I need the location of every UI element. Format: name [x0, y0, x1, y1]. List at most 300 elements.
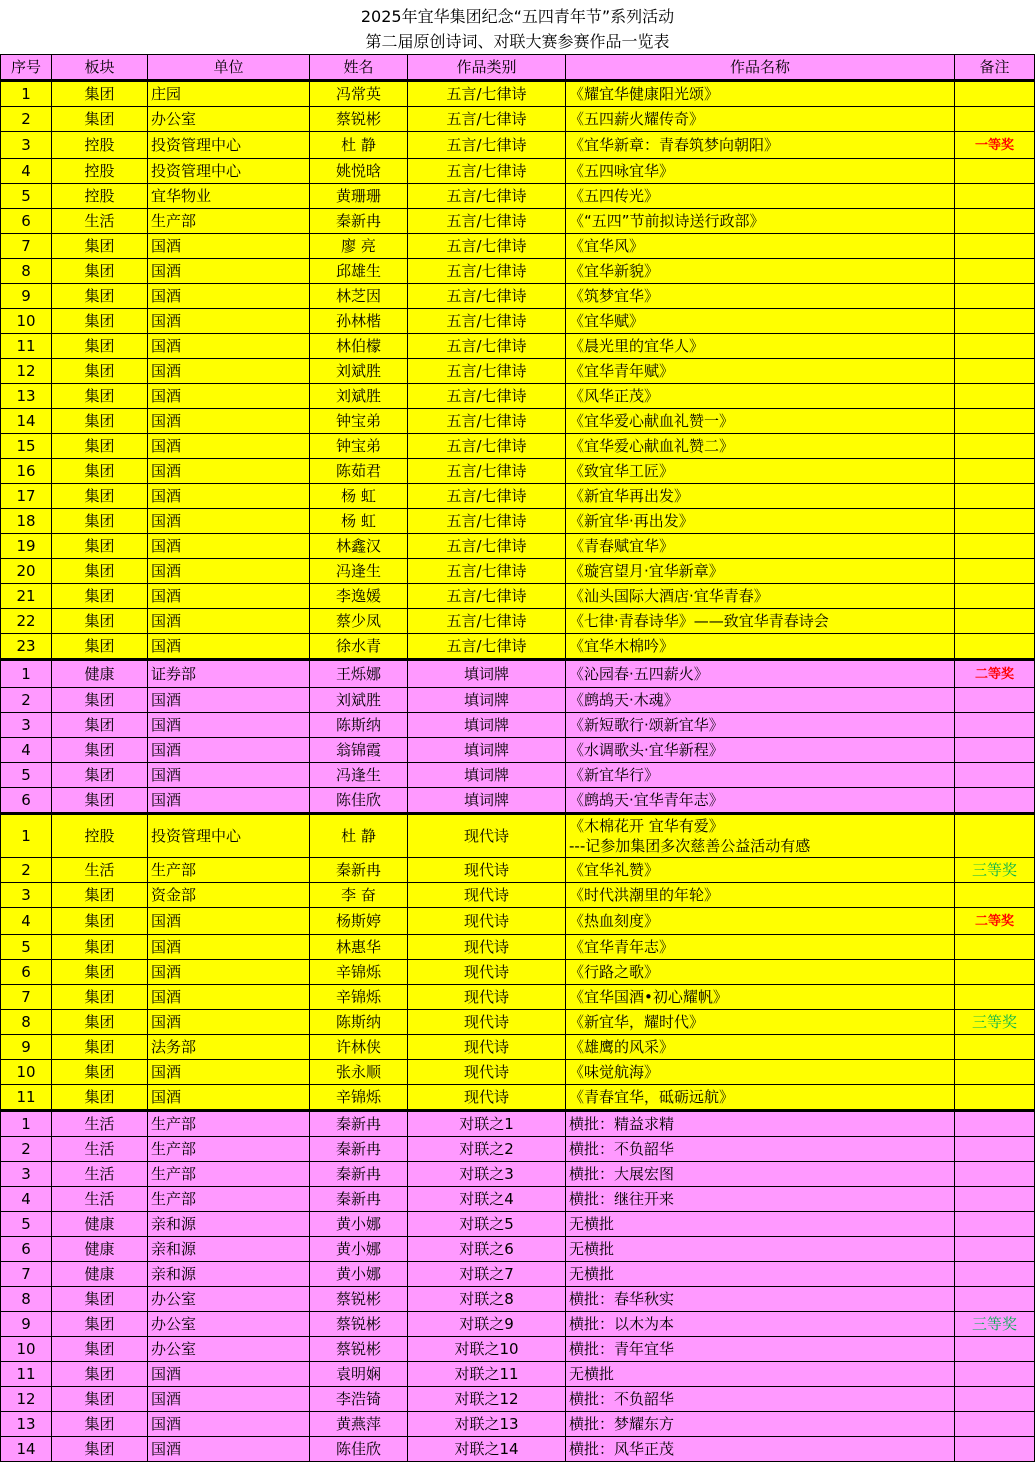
cell-name: 秦新冉	[310, 1137, 408, 1162]
cell-unit: 投资管理中心	[148, 159, 310, 184]
header-category: 作品类别	[408, 55, 566, 81]
cell-block: 集团	[52, 409, 148, 434]
cell-unit: 国酒	[148, 1437, 310, 1462]
cell-note	[955, 1212, 1035, 1237]
cell-block: 集团	[52, 908, 148, 935]
cell-note	[955, 184, 1035, 209]
cell-name: 辛锦烁	[310, 960, 408, 985]
cell-category: 现代诗	[408, 985, 566, 1010]
cell-unit: 生产部	[148, 1162, 310, 1187]
cell-category: 五言/七律诗	[408, 384, 566, 409]
cell-note	[955, 434, 1035, 459]
table-row	[1, 559, 1035, 584]
cell-note	[955, 1237, 1035, 1262]
cell-category: 五言/七律诗	[408, 234, 566, 259]
cell-block: 集团	[52, 634, 148, 660]
table-row	[1, 107, 1035, 132]
cell-name: 冯逢生	[310, 763, 408, 788]
cell-block: 集团	[52, 1387, 148, 1412]
cell-block: 集团	[52, 334, 148, 359]
cell-no: 12	[1, 1387, 52, 1412]
table-row	[1, 1137, 1035, 1162]
table-row	[1, 1085, 1035, 1111]
cell-note	[955, 409, 1035, 434]
table-row	[1, 359, 1035, 384]
cell-no: 13	[1, 384, 52, 409]
cell-work-title: 《宜华礼赞》	[566, 858, 955, 883]
cell-name: 秦新冉	[310, 1111, 408, 1137]
cell-block: 集团	[52, 1085, 148, 1111]
cell-unit: 庄园	[148, 81, 310, 107]
cell-name: 林伯檬	[310, 334, 408, 359]
cell-unit: 办公室	[148, 1337, 310, 1362]
cell-block: 集团	[52, 434, 148, 459]
cell-category: 对联之1	[408, 1111, 566, 1137]
header-row	[1, 55, 1035, 81]
cell-no: 3	[1, 713, 52, 738]
cell-name: 秦新冉	[310, 1162, 408, 1187]
cell-name: 辛锦烁	[310, 985, 408, 1010]
table-row	[1, 1060, 1035, 1085]
cell-category: 对联之12	[408, 1387, 566, 1412]
cell-name: 刘斌胜	[310, 688, 408, 713]
cell-name: 秦新冉	[310, 1187, 408, 1212]
cell-note	[955, 858, 1035, 883]
cell-no: 2	[1, 688, 52, 713]
cell-category: 五言/七律诗	[408, 184, 566, 209]
table-row	[1, 409, 1035, 434]
cell-name: 陈茹君	[310, 459, 408, 484]
cell-no: 3	[1, 883, 52, 908]
cell-unit: 国酒	[148, 459, 310, 484]
table-row	[1, 660, 1035, 688]
cell-note	[955, 334, 1035, 359]
table-row	[1, 858, 1035, 883]
cell-category: 五言/七律诗	[408, 159, 566, 184]
cell-name: 秦新冉	[310, 209, 408, 234]
cell-block: 集团	[52, 81, 148, 107]
cell-note	[955, 384, 1035, 409]
cell-category: 填词牌	[408, 713, 566, 738]
cell-category: 填词牌	[408, 788, 566, 814]
entries-table	[0, 54, 1035, 1462]
cell-name: 袁明娴	[310, 1362, 408, 1387]
cell-unit: 投资管理中心	[148, 814, 310, 858]
table-row	[1, 184, 1035, 209]
cell-name: 李 奋	[310, 883, 408, 908]
cell-name: 翁锦霞	[310, 738, 408, 763]
cell-block: 集团	[52, 484, 148, 509]
table-row	[1, 908, 1035, 935]
cell-category: 对联之9	[408, 1312, 566, 1337]
cell-category: 五言/七律诗	[408, 634, 566, 660]
cell-category: 五言/七律诗	[408, 81, 566, 107]
cell-block: 集团	[52, 1010, 148, 1035]
cell-unit: 国酒	[148, 559, 310, 584]
cell-block: 集团	[52, 688, 148, 713]
cell-note	[955, 1287, 1035, 1312]
cell-no: 23	[1, 634, 52, 660]
cell-block: 集团	[52, 534, 148, 559]
cell-block: 集团	[52, 960, 148, 985]
cell-category: 五言/七律诗	[408, 107, 566, 132]
cell-category: 五言/七律诗	[408, 309, 566, 334]
cell-name: 陈佳欣	[310, 788, 408, 814]
cell-name: 秦新冉	[310, 858, 408, 883]
cell-category: 五言/七律诗	[408, 509, 566, 534]
award-badge: 三等奖	[971, 861, 1017, 879]
cell-note	[955, 883, 1035, 908]
cell-category: 对联之7	[408, 1262, 566, 1287]
cell-note	[955, 1262, 1035, 1287]
cell-no: 1	[1, 660, 52, 688]
cell-block: 集团	[52, 384, 148, 409]
cell-unit: 国酒	[148, 1387, 310, 1412]
table-row	[1, 1387, 1035, 1412]
cell-no: 2	[1, 107, 52, 132]
cell-note	[955, 132, 1035, 159]
cell-unit: 生产部	[148, 209, 310, 234]
cell-work-title: 无横批	[566, 1237, 955, 1262]
cell-work-title: 《宜华木棉吟》	[566, 634, 955, 660]
cell-note	[955, 159, 1035, 184]
cell-block: 集团	[52, 1287, 148, 1312]
cell-unit: 投资管理中心	[148, 132, 310, 159]
cell-note	[955, 960, 1035, 985]
table-row	[1, 509, 1035, 534]
table-row	[1, 883, 1035, 908]
cell-work-title: 无横批	[566, 1362, 955, 1387]
cell-category: 填词牌	[408, 738, 566, 763]
cell-category: 对联之13	[408, 1412, 566, 1437]
table-row	[1, 763, 1035, 788]
cell-work-title: 《沁园春·五四薪火》	[566, 660, 955, 688]
cell-work-title: 横批：不负韶华	[566, 1137, 955, 1162]
cell-no: 17	[1, 484, 52, 509]
cell-block: 集团	[52, 1362, 148, 1387]
cell-no: 19	[1, 534, 52, 559]
cell-block: 健康	[52, 1237, 148, 1262]
cell-unit: 国酒	[148, 609, 310, 634]
cell-work-title: 《致宜华工匠》	[566, 459, 955, 484]
cell-name: 刘斌胜	[310, 359, 408, 384]
cell-no: 9	[1, 1035, 52, 1060]
cell-block: 生活	[52, 209, 148, 234]
cell-work-title: 《水调歌头·宜华新程》	[566, 738, 955, 763]
cell-no: 7	[1, 985, 52, 1010]
cell-no: 16	[1, 459, 52, 484]
award-badge: 三等奖	[971, 1013, 1017, 1031]
cell-no: 11	[1, 1085, 52, 1111]
cell-unit: 国酒	[148, 935, 310, 960]
cell-work-title: 横批：大展宏图	[566, 1162, 955, 1187]
cell-no: 9	[1, 1312, 52, 1337]
cell-work-title: 《宜华爱心献血礼赞一》	[566, 409, 955, 434]
cell-work-title: 《五四传光》	[566, 184, 955, 209]
cell-note	[955, 1437, 1035, 1462]
cell-name: 黄小娜	[310, 1262, 408, 1287]
cell-category: 对联之5	[408, 1212, 566, 1237]
table-row	[1, 1035, 1035, 1060]
cell-work-title: 《青春赋宜华》	[566, 534, 955, 559]
table-row	[1, 284, 1035, 309]
cell-work-title: 《汕头国际大酒店·宜华青春》	[566, 584, 955, 609]
cell-name: 蔡锐彬	[310, 107, 408, 132]
cell-block: 集团	[52, 359, 148, 384]
cell-unit: 国酒	[148, 688, 310, 713]
cell-no: 7	[1, 1262, 52, 1287]
cell-work-title: 《宜华青年赋》	[566, 359, 955, 384]
cell-name: 蔡少凤	[310, 609, 408, 634]
award-badge: 一等奖	[974, 138, 1014, 153]
cell-block: 集团	[52, 883, 148, 908]
cell-no: 5	[1, 763, 52, 788]
cell-note	[955, 634, 1035, 660]
cell-name: 李浩锜	[310, 1387, 408, 1412]
cell-block: 集团	[52, 584, 148, 609]
cell-work-title: 《宜华赋》	[566, 309, 955, 334]
cell-work-title: 《宜华爱心献血礼赞二》	[566, 434, 955, 459]
cell-block: 集团	[52, 259, 148, 284]
cell-block: 集团	[52, 738, 148, 763]
cell-category: 对联之2	[408, 1137, 566, 1162]
cell-no: 4	[1, 1187, 52, 1212]
cell-category: 对联之4	[408, 1187, 566, 1212]
cell-block: 集团	[52, 763, 148, 788]
cell-name: 蔡锐彬	[310, 1287, 408, 1312]
cell-block: 集团	[52, 1437, 148, 1462]
cell-name: 林芝因	[310, 284, 408, 309]
cell-work-title: 《晨光里的宜华人》	[566, 334, 955, 359]
table-row	[1, 788, 1035, 814]
cell-no: 10	[1, 309, 52, 334]
table-row	[1, 1212, 1035, 1237]
table-row	[1, 434, 1035, 459]
cell-block: 生活	[52, 1162, 148, 1187]
cell-category: 现代诗	[408, 858, 566, 883]
cell-unit: 办公室	[148, 1312, 310, 1337]
cell-no: 18	[1, 509, 52, 534]
cell-category: 现代诗	[408, 960, 566, 985]
cell-category: 现代诗	[408, 1085, 566, 1111]
cell-no: 2	[1, 858, 52, 883]
cell-no: 5	[1, 1212, 52, 1237]
cell-category: 对联之11	[408, 1362, 566, 1387]
cell-unit: 法务部	[148, 1035, 310, 1060]
cell-work-title: 《时代洪潮里的年轮》	[566, 883, 955, 908]
table-row	[1, 334, 1035, 359]
cell-category: 五言/七律诗	[408, 259, 566, 284]
cell-category: 对联之3	[408, 1162, 566, 1187]
cell-category: 五言/七律诗	[408, 559, 566, 584]
cell-unit: 国酒	[148, 484, 310, 509]
table-row	[1, 384, 1035, 409]
cell-block: 集团	[52, 788, 148, 814]
table-row	[1, 1287, 1035, 1312]
cell-name: 孙林楷	[310, 309, 408, 334]
table-row	[1, 814, 1035, 858]
cell-work-title: 《“五四”节前拟诗送行政部》	[566, 209, 955, 234]
cell-name: 黄小娜	[310, 1212, 408, 1237]
cell-note	[955, 1162, 1035, 1187]
cell-category: 现代诗	[408, 1010, 566, 1035]
cell-note	[955, 1035, 1035, 1060]
table-row	[1, 132, 1035, 159]
cell-unit: 生产部	[148, 1137, 310, 1162]
cell-note	[955, 738, 1035, 763]
cell-category: 五言/七律诗	[408, 534, 566, 559]
cell-note	[955, 309, 1035, 334]
award-badge: 二等奖	[974, 914, 1014, 929]
cell-note	[955, 1187, 1035, 1212]
cell-block: 集团	[52, 1060, 148, 1085]
cell-name: 陈佳欣	[310, 1437, 408, 1462]
cell-name: 邱雄生	[310, 259, 408, 284]
cell-work-title: 横批：春华秋实	[566, 1287, 955, 1312]
cell-name: 蔡锐彬	[310, 1337, 408, 1362]
cell-note	[955, 688, 1035, 713]
cell-no: 4	[1, 908, 52, 935]
cell-work-title: 《行路之歌》	[566, 960, 955, 985]
cell-name: 林惠华	[310, 935, 408, 960]
cell-note	[955, 763, 1035, 788]
cell-no: 4	[1, 159, 52, 184]
cell-unit: 国酒	[148, 634, 310, 660]
cell-note	[955, 814, 1035, 858]
table-row	[1, 1412, 1035, 1437]
cell-block: 健康	[52, 1262, 148, 1287]
cell-name: 钟宝弟	[310, 434, 408, 459]
cell-note	[955, 1387, 1035, 1412]
cell-name: 廖 亮	[310, 234, 408, 259]
table-row	[1, 234, 1035, 259]
cell-unit: 亲和源	[148, 1212, 310, 1237]
cell-no: 2	[1, 1137, 52, 1162]
cell-block: 集团	[52, 509, 148, 534]
cell-unit: 资金部	[148, 883, 310, 908]
table-row	[1, 738, 1035, 763]
cell-no: 14	[1, 409, 52, 434]
cell-note	[955, 259, 1035, 284]
table-row	[1, 1237, 1035, 1262]
cell-category: 填词牌	[408, 660, 566, 688]
cell-unit: 国酒	[148, 713, 310, 738]
cell-block: 集团	[52, 234, 148, 259]
cell-no: 4	[1, 738, 52, 763]
cell-unit: 宜华物业	[148, 184, 310, 209]
cell-category: 填词牌	[408, 688, 566, 713]
cell-no: 5	[1, 184, 52, 209]
cell-category: 现代诗	[408, 1060, 566, 1085]
header-note: 备注	[955, 55, 1035, 81]
cell-no: 12	[1, 359, 52, 384]
cell-block: 生活	[52, 858, 148, 883]
cell-block: 集团	[52, 935, 148, 960]
cell-no: 1	[1, 81, 52, 107]
cell-name: 陈斯纳	[310, 1010, 408, 1035]
cell-name: 冯逢生	[310, 559, 408, 584]
cell-note	[955, 713, 1035, 738]
table-row	[1, 309, 1035, 334]
table-row	[1, 688, 1035, 713]
cell-note	[955, 107, 1035, 132]
cell-unit: 国酒	[148, 763, 310, 788]
cell-work-title: 横批：精益求精	[566, 1111, 955, 1137]
table-row	[1, 609, 1035, 634]
cell-block: 集团	[52, 559, 148, 584]
table-row	[1, 209, 1035, 234]
cell-unit: 国酒	[148, 309, 310, 334]
cell-no: 6	[1, 960, 52, 985]
cell-name: 杨 虹	[310, 484, 408, 509]
title-line-2: 第二届原创诗词、对联大赛参赛作品一览表	[365, 32, 670, 51]
cell-name: 林鑫汉	[310, 534, 408, 559]
table-row	[1, 1010, 1035, 1035]
cell-unit: 办公室	[148, 107, 310, 132]
cell-no: 10	[1, 1060, 52, 1085]
cell-block: 健康	[52, 660, 148, 688]
cell-block: 集团	[52, 713, 148, 738]
cell-unit: 国酒	[148, 259, 310, 284]
cell-block: 集团	[52, 985, 148, 1010]
cell-work-title: 《味觉航海》	[566, 1060, 955, 1085]
table-row	[1, 1437, 1035, 1462]
cell-work-title: 《宜华风》	[566, 234, 955, 259]
cell-work-title: 《雄鹰的风采》	[566, 1035, 955, 1060]
cell-work-title: 《新短歌行·颂新宜华》	[566, 713, 955, 738]
cell-note	[955, 284, 1035, 309]
table-row	[1, 584, 1035, 609]
cell-work-title: 《七律·青春诗华》——致宜华青春诗会	[566, 609, 955, 634]
cell-no: 13	[1, 1412, 52, 1437]
table-row	[1, 985, 1035, 1010]
cell-block: 集团	[52, 1412, 148, 1437]
cell-note	[955, 81, 1035, 107]
cell-work-title: 横批：以木为本	[566, 1312, 955, 1337]
table-row	[1, 935, 1035, 960]
award-badge: 二等奖	[974, 667, 1014, 682]
cell-unit: 国酒	[148, 359, 310, 384]
cell-category: 现代诗	[408, 883, 566, 908]
cell-no: 6	[1, 209, 52, 234]
cell-no: 15	[1, 434, 52, 459]
cell-name: 钟宝弟	[310, 409, 408, 434]
cell-work-title: 《新宜华，耀时代》	[566, 1010, 955, 1035]
cell-note	[955, 1412, 1035, 1437]
table-body	[1, 81, 1035, 1462]
cell-category: 五言/七律诗	[408, 334, 566, 359]
cell-work-title: 横批：青年宜华	[566, 1337, 955, 1362]
table-row	[1, 459, 1035, 484]
cell-no: 8	[1, 1287, 52, 1312]
cell-category: 对联之8	[408, 1287, 566, 1312]
cell-name: 陈斯纳	[310, 713, 408, 738]
cell-note	[955, 459, 1035, 484]
cell-block: 生活	[52, 1111, 148, 1137]
cell-no: 11	[1, 1362, 52, 1387]
cell-category: 对联之6	[408, 1237, 566, 1262]
cell-work-title: 《鹧鸪天·木魂》	[566, 688, 955, 713]
cell-unit: 生产部	[148, 858, 310, 883]
cell-work-title: 无横批	[566, 1212, 955, 1237]
table-row	[1, 1187, 1035, 1212]
cell-no: 1	[1, 814, 52, 858]
cell-no: 21	[1, 584, 52, 609]
cell-note	[955, 584, 1035, 609]
cell-unit: 国酒	[148, 334, 310, 359]
cell-work-title: 《五四薪火耀传奇》	[566, 107, 955, 132]
cell-unit: 亲和源	[148, 1262, 310, 1287]
